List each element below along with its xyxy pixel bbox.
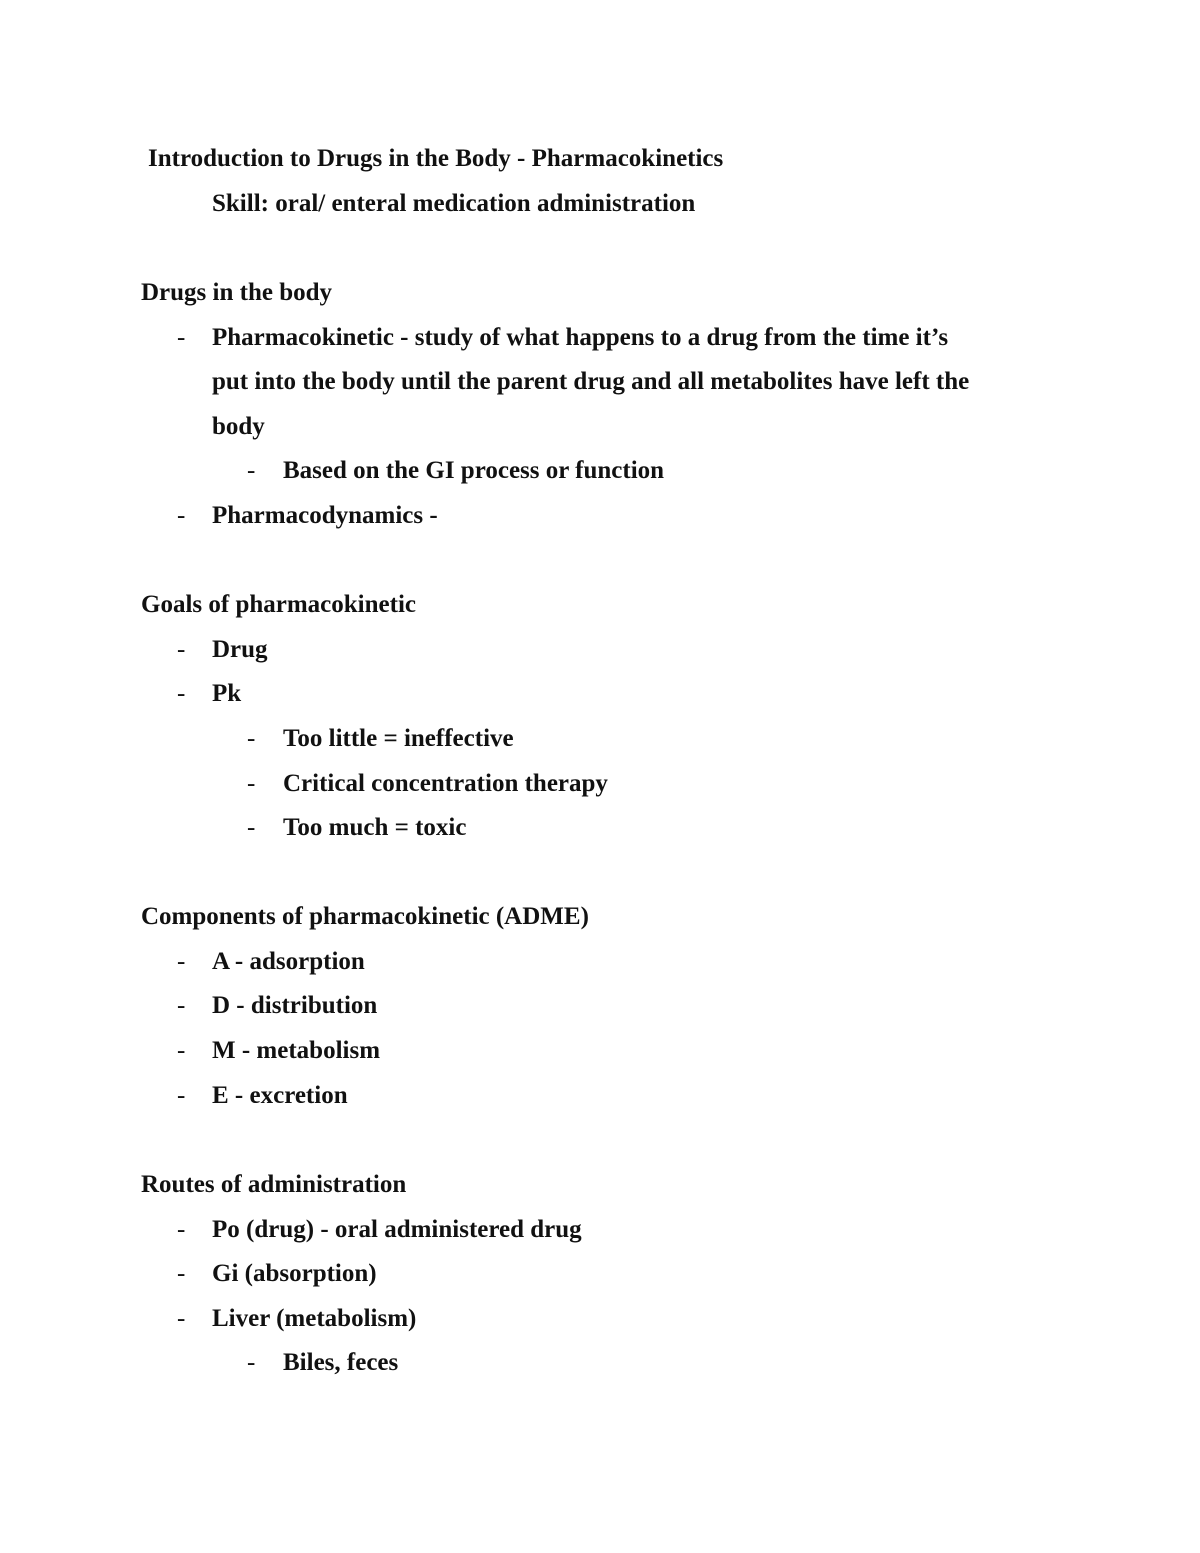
sub-bullet-dash: - (247, 725, 256, 752)
bullet-dash: - (177, 324, 186, 351)
list-item: Pk (212, 680, 242, 707)
bullet-dash: - (177, 1260, 186, 1287)
sub-list-item: Too much = toxic (283, 814, 467, 841)
sub-list-item: Biles, feces (283, 1349, 399, 1376)
sub-list-item: Critical concentration therapy (283, 770, 608, 797)
list-item: Pharmacokinetic - study of what happens to a drug from the time it’s (212, 324, 949, 351)
section-heading: Goals of pharmacokinetic (141, 591, 416, 618)
list-item: Drug (212, 636, 268, 663)
document-title: Introduction to Drugs in the Body - Pharmacokinetics (148, 145, 724, 172)
sub-bullet-dash: - (247, 457, 256, 484)
bullet-dash: - (177, 636, 186, 663)
list-item-continuation: put into the body until the parent drug and all metabolites have left the (212, 368, 970, 395)
bullet-dash: - (177, 1305, 186, 1332)
list-item: Gi (absorption) (212, 1260, 377, 1287)
sub-bullet-dash: - (247, 1349, 256, 1376)
bullet-dash: - (177, 948, 186, 975)
sub-bullet-dash: - (247, 814, 256, 841)
list-item: D - distribution (212, 992, 378, 1019)
bullet-dash: - (177, 502, 186, 529)
bullet-dash: - (177, 680, 186, 707)
list-item: E - excretion (212, 1082, 348, 1109)
list-item: M - metabolism (212, 1037, 381, 1064)
section-heading: Routes of administration (141, 1171, 407, 1198)
list-item: Pharmacodynamics - (212, 502, 438, 529)
list-item: Liver (metabolism) (212, 1305, 417, 1332)
section-heading: Components of pharmacokinetic (ADME) (141, 903, 589, 930)
sub-list-item: Too little = ineffective (283, 725, 514, 752)
list-item: A - adsorption (212, 948, 365, 975)
list-item-continuation: body (212, 413, 265, 440)
section-heading: Drugs in the body (141, 279, 333, 306)
bullet-dash: - (177, 1082, 186, 1109)
list-item: Po (drug) - oral administered drug (212, 1216, 582, 1243)
document-subtitle: Skill: oral/ enteral medication administration (212, 190, 696, 217)
sub-list-item: Based on the GI process or function (283, 457, 665, 484)
bullet-dash: - (177, 1216, 186, 1243)
sub-bullet-dash: - (247, 770, 256, 797)
bullet-dash: - (177, 1037, 186, 1064)
bullet-dash: - (177, 992, 186, 1019)
